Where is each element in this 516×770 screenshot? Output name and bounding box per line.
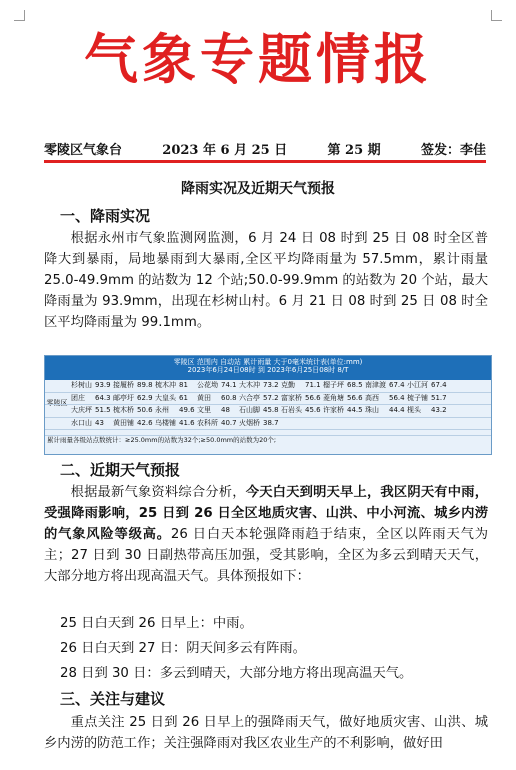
section-heading-forecast: 二、近期天气预报 <box>60 461 181 479</box>
station-name: 大皇头 <box>155 393 176 402</box>
station-rainfall: 43 <box>95 418 104 427</box>
forecast-detail: 26 日白天本轮强降雨趋于结束，全区以阵雨天气为主；27 日到 30 日副热带高压加强，受其影响，全区为多云到晴天天气，大部分地方将出现高温天气。具体预报如下： <box>44 527 488 584</box>
station-name <box>281 418 305 430</box>
station-name: 许家桥 <box>323 406 344 414</box>
station-name: 文里 <box>197 406 211 414</box>
forecast-item: 26 日白天到 27 日：阴天间多云有阵雨。 <box>60 641 306 656</box>
station-rainfall: 42.6 <box>137 418 153 427</box>
station-name: 火烟桥 <box>239 418 260 427</box>
document-heading: 降雨实况及近期天气预报 <box>181 181 335 197</box>
station-rainfall: 60.8 <box>221 393 237 402</box>
station-name: 石山脚 <box>239 406 260 414</box>
station-name: 团庄 <box>71 393 85 402</box>
rainfall-table <box>44 355 492 455</box>
station-rainfall: 56.6 <box>347 393 363 402</box>
station-rainfall: 41.6 <box>179 418 195 427</box>
station-rainfall <box>431 418 449 430</box>
station-rainfall: 67.4 <box>389 381 405 389</box>
station-rainfall: 51.7 <box>431 393 447 402</box>
station-name: 小江河 <box>407 381 428 389</box>
table-row <box>45 405 491 418</box>
station-name: 黄田铺 <box>113 418 134 427</box>
forecast-item: 25 日白天到 26 日早上：中雨。 <box>60 616 253 631</box>
station-rainfall: 45.6 <box>305 406 321 414</box>
page-corner-mark <box>491 10 502 21</box>
station-rainfall: 61 <box>179 393 188 402</box>
station-name: 农科所 <box>197 418 218 427</box>
table-row <box>45 380 491 393</box>
station-name: 邮亭圩 <box>113 393 134 402</box>
table-row-spacer <box>45 418 71 430</box>
station-name: 水口山 <box>71 418 92 427</box>
table-header <box>45 356 491 380</box>
station-name: 大庆坪 <box>71 406 92 414</box>
station-rainfall: 48 <box>221 406 230 414</box>
station-name: 珠山 <box>365 406 379 414</box>
forecast-paragraph <box>44 482 488 587</box>
section-heading-advice: 三、关注与建议 <box>60 690 166 708</box>
section-heading-rainfall: 一、降雨实况 <box>60 207 151 225</box>
station-rainfall: 44.5 <box>347 406 363 414</box>
station-name <box>365 418 389 430</box>
table-row-spacer <box>45 380 71 392</box>
station-name: 六合亭 <box>239 393 260 402</box>
station-rainfall: 56.6 <box>305 393 321 402</box>
table-footer <box>45 435 491 454</box>
station-name: 梳子铺 <box>407 393 428 402</box>
station-rainfall <box>389 418 407 430</box>
station-name: 枧头 <box>407 406 421 414</box>
station-rainfall: 44.4 <box>389 406 405 414</box>
station-name: 黄田 <box>197 393 211 402</box>
station-name: 南津渡 <box>365 381 386 389</box>
station-name: 接履桥 <box>113 381 134 389</box>
station-rainfall: 73.2 <box>263 381 279 389</box>
station-rainfall: 45.8 <box>263 406 279 414</box>
header-divider <box>44 160 486 163</box>
table-row-spacer <box>45 405 71 417</box>
station-rainfall: 49.6 <box>179 406 195 414</box>
issue-date: 2023 年 6 月 25 日 <box>162 143 288 158</box>
station-name: 高西 <box>365 393 379 402</box>
station-rainfall: 71.1 <box>305 381 321 389</box>
station-name: 石岩头 <box>281 406 302 414</box>
table-title: 零陵区 范围内 自动站 累计雨量 大于0毫米统计表(单位:mm) <box>173 358 363 366</box>
station-name: 乌楼铺 <box>155 418 176 427</box>
station-name: 永州 <box>155 406 169 414</box>
station-rainfall: 40.7 <box>221 418 237 427</box>
station-rainfall: 51.5 <box>95 406 111 414</box>
station-rainfall: 56.4 <box>389 393 405 402</box>
page-corner-mark <box>14 10 25 21</box>
station-rainfall: 50.6 <box>137 406 153 414</box>
org-name: 零陵区气象台 <box>44 143 123 158</box>
table-row-spacer <box>45 393 71 405</box>
station-rainfall <box>305 418 323 430</box>
station-rainfall: 43.2 <box>431 406 447 414</box>
station-name: 克勤 <box>281 381 295 389</box>
forecast-item: 28 日到 30 日：多云到晴天，大部分地方将出现高温天气。 <box>60 666 413 681</box>
station-name: 菱角塘 <box>323 393 344 402</box>
station-rainfall: 67.4 <box>431 381 447 389</box>
station-name: 大木冲 <box>239 381 260 389</box>
station-name: 富家桥 <box>281 393 302 402</box>
header-meta <box>44 139 486 158</box>
station-rainfall: 68.5 <box>347 381 363 389</box>
station-rainfall: 89.8 <box>137 381 153 389</box>
station-rainfall: 64.3 <box>95 393 111 402</box>
station-rainfall <box>347 418 365 430</box>
signer: 签发：李佳 <box>420 143 486 158</box>
station-rainfall: 81 <box>179 381 188 389</box>
station-name: 梳木冲 <box>155 381 176 389</box>
table-row <box>45 393 491 406</box>
forecast-warning: 今天白天到明天早上，我区阴天有中雨，受强降雨影响，25 日到 26 日全区地质灾害、山洪、中小河流、城乡内涝的气象风险等级高。 <box>44 485 489 542</box>
issue-number: 第 25 期 <box>327 143 381 158</box>
station-rainfall: 74.1 <box>221 381 237 389</box>
station-name <box>407 418 431 430</box>
table-region: 零陵区 <box>45 380 69 426</box>
station-rainfall: 93.9 <box>95 381 111 389</box>
report-title: 气象专题情报 <box>84 27 432 91</box>
station-name: 杉树山 <box>71 381 92 389</box>
forecast-intro: 根据最新气象资料综合分析， <box>70 485 246 500</box>
station-name: 梳木桥 <box>113 406 134 414</box>
station-rainfall: 38.7 <box>263 418 279 427</box>
station-rainfall: 62.9 <box>137 393 153 402</box>
rainfall-paragraph: 根据永州市气象监测网监测，6 月 24 日 08 时到 25 日 08 时全区普降大到暴雨，局地暴雨到大暴雨,全区平均降雨量为 57.5mm，累计雨量 25.0-49.9mm 的站数为 12 个站;50.0-99.9mm 的站数为 20 个站，最大降雨量为 93.9mm，出现在杉树山村。6 月 21 日 08 时到 25 日 08 时全区平均降雨量为 99.1mm。 <box>44 231 488 330</box>
table-body <box>45 380 491 430</box>
station-name <box>323 418 347 430</box>
advice-paragraph: 重点关注 25 日到 26 日早上的强降雨天气，做好地质灾害、山洪、城乡内涝的防范工作；关注强降雨对我区农业生产的不利影响，做好田 <box>44 715 488 751</box>
station-rainfall: 57.2 <box>263 393 279 402</box>
table-period: 2023年6月24日08时 到 2023年6月25日08时 8/T <box>187 366 349 374</box>
station-name: 榴子坪 <box>323 381 344 389</box>
table-row <box>45 418 491 431</box>
station-name: 公花坳 <box>197 381 218 389</box>
table-footnote: 累计雨量各级站点数统计：≥25.0mm的站数为32个;≥50.0mm的站数为20个; <box>47 436 277 444</box>
